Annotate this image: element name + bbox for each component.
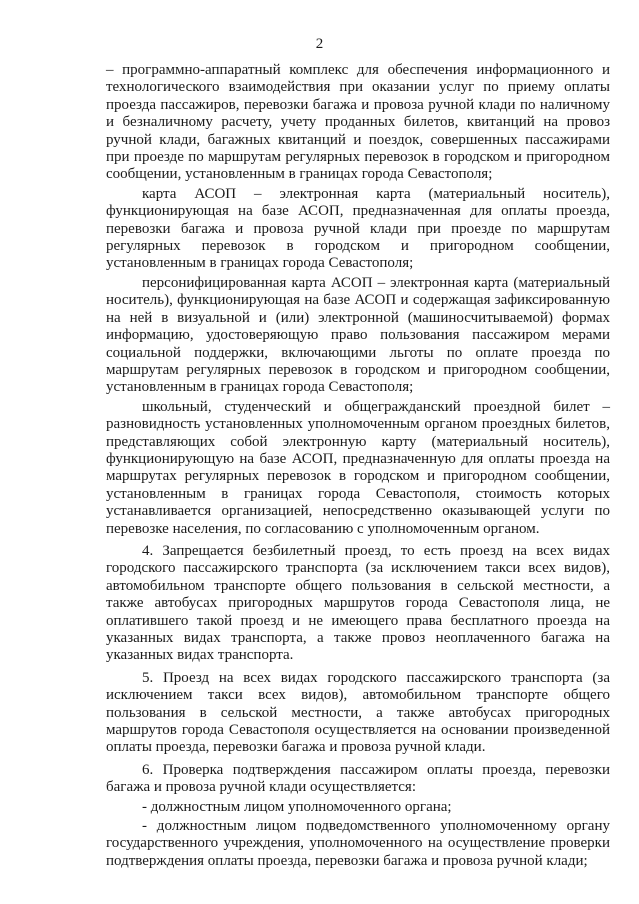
page-number: 2 <box>315 36 324 52</box>
list-item-institution-official: - должностным лицом подведомственного уполномоченному органу государственного учреждения, уполномоченного на осуществление проверки подтверждения оплаты проезда, перевозки багажа и провоза ручной клади; <box>106 818 610 869</box>
paragraph-definition-travel-ticket: школьный, студенческий и общегражданский проездной билет – разновидность установленных уполномоченным органом проездных билетов, представляющих собой электронную карту (материальный носитель), функционирующую на базе АСОП, предназначенную для оплаты проезда на маршрутах регулярных перевозок в городском и пригородном сообщении, установленным в границах города Севастополя, стоимость которых устанавливается организацией, непосредственно оказывающей услуги по перевозке населения, по согласованию с уполномоченным органом. <box>106 398 610 537</box>
paragraph-definition-personal-card: персонифицированная карта АСОП – электронная карта (материальный носитель), функционирующая на базе АСОП и содержащая зафиксированную на ней в визуальной и (или) электронной (машиносчитываемой) формах информацию, удостоверяющую право пользования пассажиром мерами социальной поддержки, включающими льготы по оплате проезда по маршрутам регулярных перевозок в городском и пригородном сообщении, установленным в границах города Севастополя; <box>106 274 610 396</box>
paragraph-definition-card: карта АСОП – электронная карта (материальный носитель), функционирующая на базе АСОП, предназначенная для оплаты проезда, перевозки багажа и провоза ручной клади при проезде по маршрутам регулярных перевозок в городском и пригородном сообщении, установленным в границах города Севастополя; <box>106 185 610 272</box>
document-body <box>106 62 610 872</box>
paragraph-item-5: 5. Проезд на всех видах городского пассажирского транспорта (за исключением такси всех видов), автомобильном транспорте общего пользования в сельской местности, а также автобусах пригородных маршрутов города Севастополя осуществляется на основании произведенной оплаты проезда, перевозки багажа и провоза ручной клади. <box>106 669 610 756</box>
paragraph-definition-asop: – программно-аппаратный комплекс для обеспечения информационного и технологического взаимодействия при оказании услуг по приему оплаты проезда пассажиров, перевозки багажа и провоза ручной клади по наличному и безналичному расчету, учету проданных билетов, квитанций на провоз ручной клади, багажных квитанций и поездок, совершенных пассажирами при проезде по маршрутам регулярных перевозок в городском и пригородном сообщении, установленным в границах города Севастополя; <box>106 62 610 183</box>
paragraph-item-4: 4. Запрещается безбилетный проезд, то есть проезд на всех видах городского пассажирского транспорта (за исключением такси всех видов), автомобильном транспорте общего пользования в сельской местности, а также автобусах пригородных маршрутов города Севастополя лица, не оплатившего такой проезд и не имеющего права бесплатного проезда на указанных видах транспорта, а также провоз неоплаченного багажа на указанных видах транспорта. <box>106 542 610 664</box>
list-item-authority-official: - должностным лицом уполномоченного органа; <box>142 798 452 815</box>
paragraph-item-6: 6. Проверка подтверждения пассажиром оплаты проезда, перевозки багажа и провоза ручной клади осуществляется: <box>106 761 610 796</box>
